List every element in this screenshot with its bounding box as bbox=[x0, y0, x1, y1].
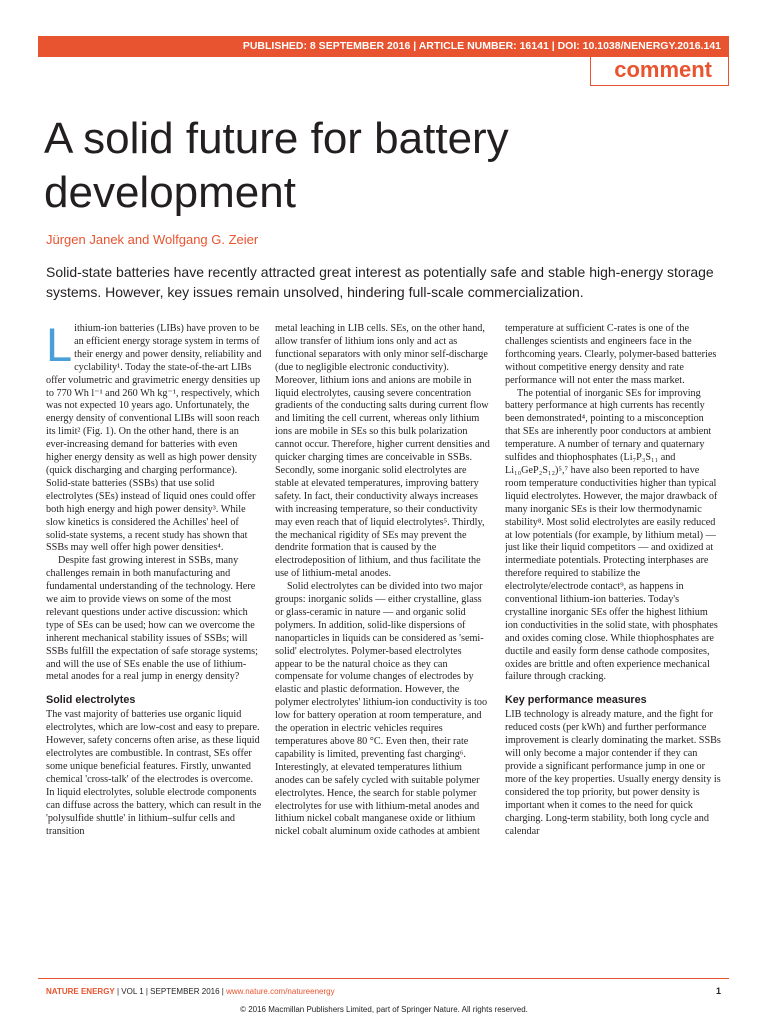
publication-info-bar bbox=[38, 36, 729, 57]
text-column-2 bbox=[275, 323, 491, 938]
body-paragraph: The vast majority of batteries use organic liquid electrolytes, which are low-cost and easy to prepare. However, safety concerns often arise, as these liquid electrolytes are combustible. In contrast, SEs offer some unique beneficial features. Firstly, unwanted chemical 'cross-talk' of the electrodes is overcome. In liquid electrolytes, soluble electrode components can diffuse across the battery, which can result in the 'polysulfide shuttle' in lithium–sulfur cells and transition bbox=[46, 709, 262, 837]
footer-citation bbox=[46, 987, 335, 996]
article-authors: Jürgen Janek and Wolfgang G. Zeier bbox=[46, 232, 259, 247]
body-paragraph: LIB technology is already mature, and the fight for reduced costs (per kWh) and further performance improvement is clearly dominating the market. SSBs will only become a major contender if they can provide a significant performance jump in one or more of the key properties. Usually energy density is considered the top priority, but power density is important when it comes to the need for quick charging. Long-term stability, both long cycle and calendar bbox=[505, 709, 721, 837]
footer-url-link[interactable]: www.nature.com/natureenergy bbox=[226, 987, 335, 996]
body-paragraph: Despite fast growing interest in SSBs, many challenges remain in both manufacturing and fundamental understanding of the technology. Here we aim to provide views on some of the most relevant questions under active discussion: which type of SEs can be used; how can we overcome the inherent mechanical stability issues of SSBs; will SSBs fulfill the expectation of safe storage systems; and will the use of SEs enable the use of lithium-metal anodes for a real jump in energy density? bbox=[46, 555, 258, 683]
body-paragraph: Solid electrolytes can be divided into two major groups: inorganic solids — either crystalline, glass or glass-ceramic in nature — and organic solid polymers. In addition, solid-like dispersions of nanoparticles in liquids can be considered as 'semi-solid' electrolytes. Polymer-based electrolytes appear to be the natural choice as they can compensate for volume changes of electrodes by elastic and plastic deformation. However, the polymer electrolytes' lithium-ion conductivity is too low for battery operation at room temperature, and the operation in electric vehicles requires temperatures above 80 °C. Even then, their rate capability is limited, preventing fast charging⁶. Interestingly, at elevated temperatures lithium anodes can be safely cycled with suitable polymer electrolytes. Hence, the search for stable polymer electrolytes for use with lithium-metal anodes and lithium nickel cobalt manganese oxide or lithium nickel cobalt aluminum oxide cathodes at ambient bbox=[275, 581, 488, 838]
text-column-3 bbox=[505, 323, 721, 938]
section-heading-key-performance: Key performance measures bbox=[505, 694, 647, 707]
body-paragraph: The potential of inorganic SEs for improving battery performance at high currents has recently been demonstrated⁴, pointing to a misconception that SEs are inherently poor conductors at ambient temperature. A number of ternary and quaternary sulfides and thiophosphates (Li₇P₃S₁₁ and Li₁₀GeP₂S₁₂)⁵,⁷ have also been reported to have room temperature conductivities higher than typical liquid electrolytes. However, the major drawback of many inorganic SEs is their low thermodynamic stability⁸. Most solid electrolytes are easily reduced at low potentials (for example, by lithium metal) — just like their liquid competitors — and oxidized at intermediate potentials. Protecting interphases are therefore required to stabilize the electrolyte/electrode contact⁹, as happens in conventional lithium-ion batteries. Today's crystalline inorganic SEs offer the highest lithium ion conductivities in the solid state, with phosphates and oxides coming close. While thiophosphates are ductile and easily form dense cathode composites, oxides are brittle and often experience mechanical failure through cracking. bbox=[505, 387, 718, 683]
article-standfirst: Solid-state batteries have recently attracted great interest as potentially safe and stable high-energy storage systems. However, key issues remain unsolved, hindering full-scale commercialization. bbox=[46, 264, 714, 300]
section-label: comment bbox=[614, 57, 712, 82]
drop-cap: L bbox=[46, 323, 73, 371]
body-paragraph: temperature at sufficient C-rates is one of the challenges scientists and engineers face in the forthcoming years. Clearly, polymer-based batteries without competitive energy density and rate performance will not enter the mass market. bbox=[505, 323, 717, 386]
publication-info: PUBLISHED: 8 SEPTEMBER 2016 | ARTICLE NUMBER: 16141 | DOI: 10.1038/NENERGY.2016.141 bbox=[242, 40, 721, 52]
footer-issue: | VOL 1 | SEPTEMBER 2016 | bbox=[114, 987, 227, 996]
footer-divider bbox=[38, 978, 729, 979]
copyright-notice: © 2016 Macmillan Publishers Limited, part of Springer Nature. All rights reserved. bbox=[240, 1005, 528, 1014]
footer-journal: NATURE ENERGY bbox=[46, 987, 115, 996]
body-paragraph: metal leaching in LIB cells. SEs, on the other hand, allow transfer of lithium ions only and act as functional separators with only minor self-discharge (due to negligible electronic conductivity). Moreover, lithium ions and anions are mobile in liquid electrolytes, causing severe concentration gradients of the conducting salts during current flow and limiting the cell current, whereas only lithium ions are mobile in SEs so this bulk polarization cannot occur. Therefore, higher current densities and quicker charging times are conceivable in SSBs. Secondly, some inorganic solid electrolytes are stable at elevated temperatures, improving battery safety. In fact, their conductivity always increases with increasing temperature, so their conductivity may even reach that of liquid electrolytes⁵. Thirdly, the mechanical rigidity of SEs may prevent the dendrite formation that is caused by the electrodeposition of lithium, and thus facilitate the use of lithium-metal anodes. bbox=[275, 323, 490, 580]
paragraph-text: ithium-ion batteries (LIBs) have proven to be an efficient energy storage system in terms of their energy and power density, reliability and cyclability¹. Today the state-of-the-art LIBs offer volumetric and gravimetric energy densities up to 770 Wh l⁻¹ and 260 Wh kg⁻¹, respectively, which was not expected 10 years ago. Unfortunately, the energy density of conventional LIBs will soon reach its limit² (Fig. 1). On the other hand, there is an ever-increasing demand for batteries with even higher energy density as well as high power density (quick discharging and charging performance). Solid-state batteries (SSBs) that use solid electrolytes (SEs) instead of liquid ones could offer both high energy and high power density³. While slow kinetics is considered the Achilles' heel of solid-state systems, a recent study has shown that SSBs may well offer high power densities⁴. bbox=[46, 323, 262, 554]
section-heading-solid-electrolytes: Solid electrolytes bbox=[46, 694, 136, 707]
text-column-1 bbox=[46, 323, 262, 938]
section-label-box bbox=[590, 57, 729, 86]
page-number: 1 bbox=[716, 986, 722, 996]
article-title: A solid future for battery development bbox=[44, 114, 509, 217]
body-paragraph bbox=[46, 323, 262, 555]
